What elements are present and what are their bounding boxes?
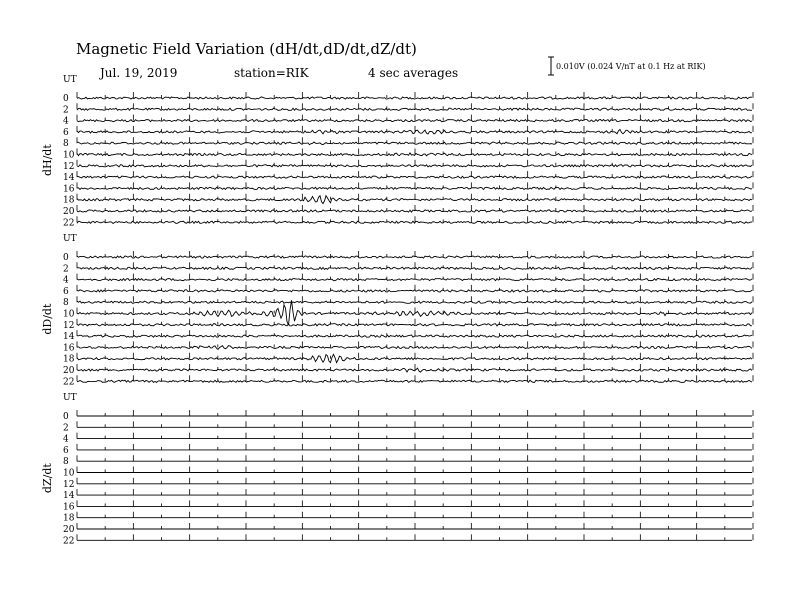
trace-line — [77, 279, 752, 281]
ut-axis-label: UT — [63, 393, 77, 403]
trace-line — [77, 346, 752, 350]
trace-line — [77, 210, 752, 212]
ut-axis-label: UT — [63, 75, 77, 85]
hour-label: 0 — [63, 94, 69, 104]
trace-line — [77, 120, 752, 122]
trace-line — [77, 153, 752, 156]
hour-label: 6 — [63, 445, 69, 456]
hour-label: 8 — [63, 298, 69, 309]
panel-ylabel: dZ/dt — [41, 463, 54, 494]
hour-ticks — [77, 512, 753, 518]
hour-label: 12 — [63, 320, 75, 331]
hour-label: 8 — [63, 139, 69, 150]
hour-ticks — [77, 489, 753, 495]
hour-ticks — [77, 353, 753, 359]
hour-label: 8 — [63, 457, 69, 468]
hour-label: 18 — [63, 195, 75, 206]
hour-label: 20 — [63, 366, 75, 376]
hour-label: 4 — [63, 434, 69, 445]
trace-line — [77, 187, 752, 189]
trace-line — [77, 368, 752, 372]
hour-ticks — [77, 308, 753, 314]
panel-ylabel: dH/dt — [41, 144, 54, 177]
date-label: Jul. 19, 2019 — [100, 66, 178, 80]
chart-title: Magnetic Field Variation (dH/dt,dD/dt,dZ/dt) — [76, 40, 417, 58]
hour-label: 12 — [63, 479, 75, 490]
trace-line — [77, 335, 752, 337]
hour-label: 6 — [63, 286, 69, 297]
hour-label: 16 — [63, 184, 75, 195]
hour-label: 16 — [63, 343, 75, 354]
hour-label: 4 — [63, 116, 69, 127]
hour-ticks — [77, 103, 753, 109]
hour-ticks — [77, 171, 753, 177]
hour-ticks — [77, 433, 753, 439]
trace-line — [77, 354, 752, 362]
hour-label: 0 — [63, 253, 69, 263]
hour-label: 14 — [63, 173, 75, 184]
hour-ticks — [77, 523, 753, 529]
hour-label: 20 — [63, 525, 75, 535]
hour-label: 2 — [63, 105, 69, 116]
trace-line — [77, 290, 752, 292]
hour-ticks — [77, 444, 753, 450]
hour-label: 4 — [63, 275, 69, 286]
ut-axis-label: UT — [63, 234, 77, 244]
station-label: station=RIK — [234, 66, 309, 80]
trace-line — [77, 97, 752, 99]
hour-ticks — [77, 410, 753, 416]
hour-ticks — [77, 467, 753, 473]
trace-line — [77, 176, 752, 178]
trace-line — [77, 267, 752, 269]
hour-ticks — [77, 126, 753, 132]
hour-label: 0 — [63, 412, 69, 422]
hour-label: 16 — [63, 502, 75, 513]
hour-ticks — [77, 216, 753, 222]
hour-label: 10 — [63, 309, 75, 320]
hour-label: 10 — [63, 468, 75, 479]
hour-label: 18 — [63, 513, 75, 524]
hour-label: 2 — [63, 423, 69, 434]
hour-label: 22 — [63, 377, 75, 388]
panel-ylabel: dD/dt — [41, 303, 54, 335]
panels — [41, 75, 753, 546]
scale-bar-label: 0.010V (0.024 V/nT at 0.1 Hz at RIK) — [556, 62, 706, 71]
trace-line — [77, 196, 752, 204]
hour-ticks — [77, 534, 753, 540]
hour-ticks — [77, 421, 753, 427]
trace-line — [77, 300, 752, 325]
hour-label: 20 — [63, 207, 75, 217]
hour-label: 14 — [63, 491, 75, 502]
trace-line — [77, 142, 752, 145]
trace-line — [77, 165, 752, 167]
hour-label: 14 — [63, 332, 75, 343]
trace-line — [77, 380, 752, 382]
trace-line — [77, 221, 752, 223]
hour-label: 18 — [63, 354, 75, 365]
hour-ticks — [77, 92, 753, 98]
hour-label: 22 — [63, 536, 75, 547]
averaging-label: 4 sec averages — [368, 66, 459, 80]
hour-label: 6 — [63, 127, 69, 138]
hour-ticks — [77, 500, 753, 506]
panel-dh-dt — [41, 75, 753, 228]
trace-line — [77, 129, 752, 134]
hour-label: 22 — [63, 218, 75, 229]
panel-dd-dt — [41, 234, 753, 387]
trace-line — [77, 301, 752, 303]
hour-label: 2 — [63, 264, 69, 275]
trace-line — [77, 108, 752, 110]
hour-label: 10 — [63, 150, 75, 161]
hour-label: 12 — [63, 161, 75, 172]
hour-ticks — [77, 262, 753, 268]
trace-line — [77, 256, 752, 258]
hour-ticks — [77, 478, 753, 484]
scale-bar — [548, 57, 706, 75]
hour-ticks — [77, 455, 753, 461]
hour-ticks — [77, 137, 753, 143]
trace-line — [77, 324, 752, 326]
panel-dz-dt — [41, 393, 753, 546]
